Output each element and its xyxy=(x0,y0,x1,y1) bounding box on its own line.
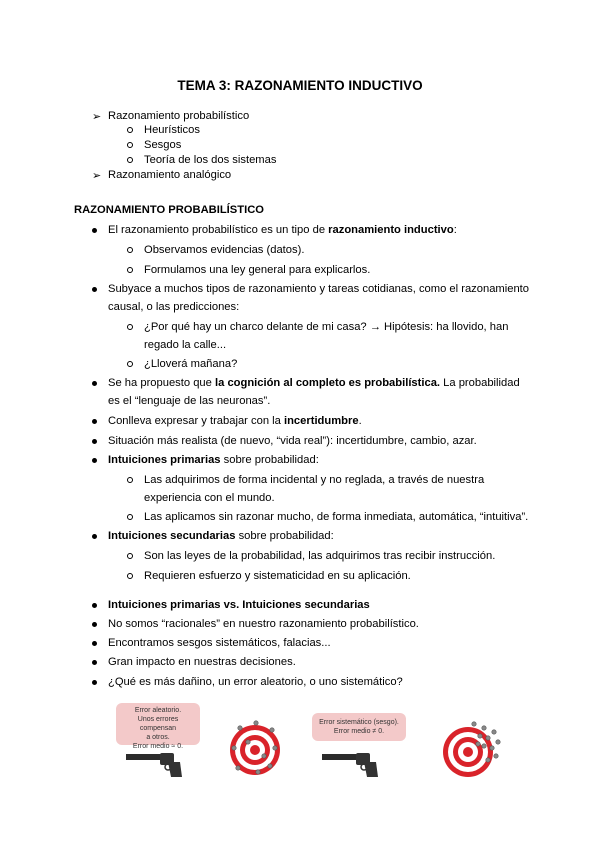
bullet-text: No somos “racionales” en nuestro razonamiento probabilístico. xyxy=(108,618,419,630)
bullet-text: El razonamiento probabilístico es un tipo de razonamiento inductivo: xyxy=(108,224,457,236)
bullet-icon xyxy=(92,228,97,233)
bullet-icon xyxy=(92,660,97,665)
bullet-text: Intuiciones secundarias sobre probabilidad: xyxy=(108,530,334,542)
sub-bullet-text: Las adquirimos de forma incidental y no reglada, a través de nuestra xyxy=(144,474,485,486)
bullet-text: Encontramos sesgos sistemáticos, falacias... xyxy=(108,637,331,649)
bullet-icon xyxy=(92,534,97,539)
bullet-text: Se ha propuesto que la cognición al completo es probabilística. La probabilidad xyxy=(108,377,520,389)
bullet-icon xyxy=(92,439,97,444)
circle-bullet-icon xyxy=(127,157,133,163)
bullet-text: Situación más realista (de nuevo, “vida real”): incertidumbre, cambio, azar. xyxy=(108,435,477,447)
bullet-icon xyxy=(92,419,97,424)
bullet-text: Gran impacto en nuestras decisiones. xyxy=(108,656,296,668)
circle-bullet-icon xyxy=(127,553,133,559)
toc-subitem: Teoría de los dos sistemas xyxy=(144,154,277,166)
circle-bullet-icon xyxy=(127,573,133,579)
bullet-text: ¿Qué es más dañino, un error aleatorio, o uno sistemático? xyxy=(108,676,403,688)
arrow-bullet-icon: ➢ xyxy=(92,170,102,182)
sub-bullet-text: Las aplicamos sin razonar mucho, de forma inmediata, automática, “intuitiva”. xyxy=(144,511,529,523)
circle-bullet-icon xyxy=(127,247,133,253)
bullet-icon xyxy=(92,680,97,685)
circle-bullet-icon xyxy=(127,514,133,520)
toc-item: Razonamiento analógico xyxy=(108,169,232,181)
bullet-icon xyxy=(92,641,97,646)
section-title: RAZONAMIENTO PROBABILÍSTICO xyxy=(74,204,264,216)
sub-bullet-text: Requieren esfuerzo y sistematicidad en su aplicación. xyxy=(144,570,411,582)
bullet-text: Intuiciones primarias sobre probabilidad: xyxy=(108,454,319,466)
sub-bullet-text: regado la calle... xyxy=(144,339,227,351)
bullet-icon xyxy=(92,458,97,463)
toc-subitem: Heurísticos xyxy=(144,124,200,136)
page-title: TEMA 3: RAZONAMIENTO INDUCTIVO xyxy=(177,78,423,93)
bullet-text: causal, o las predicciones: xyxy=(108,301,240,313)
sub-bullet-text: Son las leyes de la probabilidad, las adquirimos tras recibir instrucción. xyxy=(144,550,496,562)
circle-bullet-icon xyxy=(127,267,133,273)
sub-bullet-text: ¿Por qué hay un charco delante de mi casa? → Hipótesis: ha llovido, han xyxy=(144,321,509,333)
revolver-icon xyxy=(320,750,380,778)
arrow-bullet-icon: ➢ xyxy=(92,111,102,123)
systematic-error-note: Error sistemático (sesgo). Error medio ≠ 0. xyxy=(312,713,406,741)
sub-bullet-text: Observamos evidencias (datos). xyxy=(144,244,305,256)
bullet-text: es el “lenguaje de las neuronas”. xyxy=(108,395,271,407)
bullet-text: Intuiciones primarias vs. Intuiciones secundarias xyxy=(108,599,370,611)
random-error-note: Error aleatorio. Unos errores compensan a otros. Error medio ≈ 0. xyxy=(116,703,200,745)
bullet-text: Conlleva expresar y trabajar con la incertidumbre. xyxy=(108,415,362,427)
bullet-text: Subyace a muchos tipos de razonamiento y tareas cotidianas, como el razonamiento xyxy=(108,283,530,295)
toc-item: Razonamiento probabilístico xyxy=(108,110,250,122)
bullet-icon xyxy=(92,287,97,292)
circle-bullet-icon xyxy=(127,142,133,148)
sub-bullet-text: Formulamos una ley general para explicarlos. xyxy=(144,264,371,276)
circle-bullet-icon xyxy=(127,324,133,330)
target-random-error xyxy=(228,718,282,778)
circle-bullet-icon xyxy=(127,127,133,133)
circle-bullet-icon xyxy=(127,477,133,483)
circle-bullet-icon xyxy=(127,361,133,367)
toc-subitem: Sesgos xyxy=(144,139,182,151)
bullet-icon xyxy=(92,622,97,627)
revolver-icon xyxy=(124,750,184,778)
bullet-icon xyxy=(92,381,97,386)
sub-bullet-text: experiencia con el mundo. xyxy=(144,492,275,504)
sub-bullet-text: ¿Lloverá mañana? xyxy=(144,358,238,370)
bullet-icon xyxy=(92,603,97,608)
target-systematic-error xyxy=(440,718,506,780)
